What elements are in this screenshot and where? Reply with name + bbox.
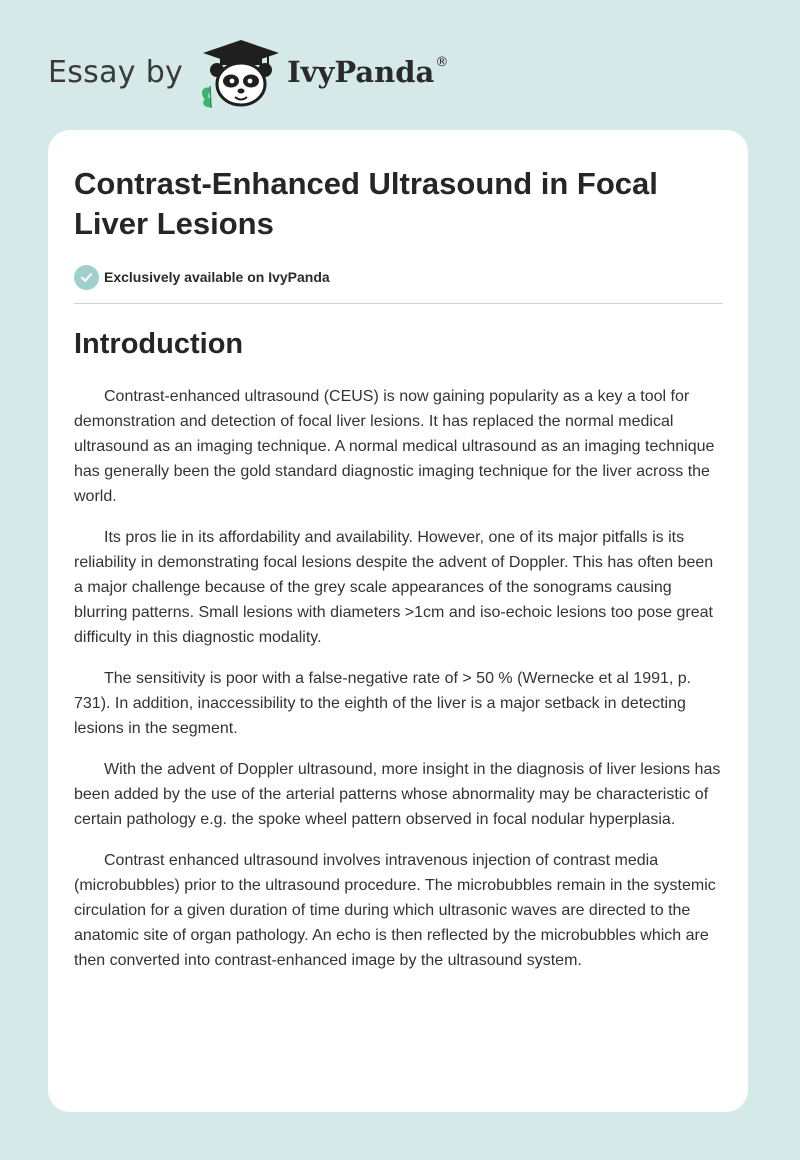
section-heading: Introduction bbox=[74, 328, 244, 360]
brand-name: IvyPanda bbox=[287, 55, 435, 89]
essay-card bbox=[48, 130, 748, 1112]
paragraph: Its pros lie in its affordability and availability. However, one of its major pitfalls is its reliability in demonstrating focal lesions despite the advent of Doppler. This has often been a major challenge because of the grey scale appearances of the sonograms causing blurring patterns. Small lesions with diameters >1cm and iso-echoic lesions too pose great difficulty in this diagnostic modality. bbox=[74, 529, 714, 646]
essay-title: Contrast-Enhanced Ultrasound in Focal Liver Lesions bbox=[74, 166, 658, 241]
brand-prefix: Essay by bbox=[48, 54, 184, 90]
registered-mark: ® bbox=[435, 54, 449, 70]
panda-graduate-icon[interactable] bbox=[195, 36, 287, 108]
essay-body bbox=[74, 384, 726, 989]
exclusive-label: Exclusively available on IvyPanda bbox=[104, 269, 330, 285]
check-icon bbox=[74, 265, 99, 290]
paragraph: Contrast enhanced ultrasound involves intravenous injection of contrast media (microbubbles) prior to the ultrasound procedure. The microbubbles remain in the systemic circulation for a given duration of time during which ultrasonic waves are directed to the anatomic site of organ pathology. An echo is then reflected by the microbubbles which are then converted into contrast-enhanced image by the ultrasound system. bbox=[74, 852, 716, 969]
divider bbox=[74, 303, 723, 304]
brand-header bbox=[48, 36, 448, 108]
exclusive-badge bbox=[74, 264, 330, 290]
paragraph: With the advent of Doppler ultrasound, more insight in the diagnosis of liver lesions has been added by the use of the arterial patterns whose abnormality may be characteristic of certain pathology e.g. the spoke wheel pattern observed in focal nodular hyperplasia. bbox=[74, 761, 721, 828]
paragraph: Contrast-enhanced ultrasound (CEUS) is now gaining popularity as a key a tool for demonstration and detection of focal liver lesions. It has replaced the normal medical ultrasound as an imaging technique. A normal medical ultrasound as an imaging technique has generally been the gold standard diagnostic imaging technique for the liver across the world. bbox=[74, 388, 715, 505]
paragraph: The sensitivity is poor with a false-negative rate of > 50 % (Wernecke et al 1991, p. 731). In addition, inaccessibility to the eighth of the liver is a major setback in detecting lesions in the segment. bbox=[74, 670, 692, 737]
